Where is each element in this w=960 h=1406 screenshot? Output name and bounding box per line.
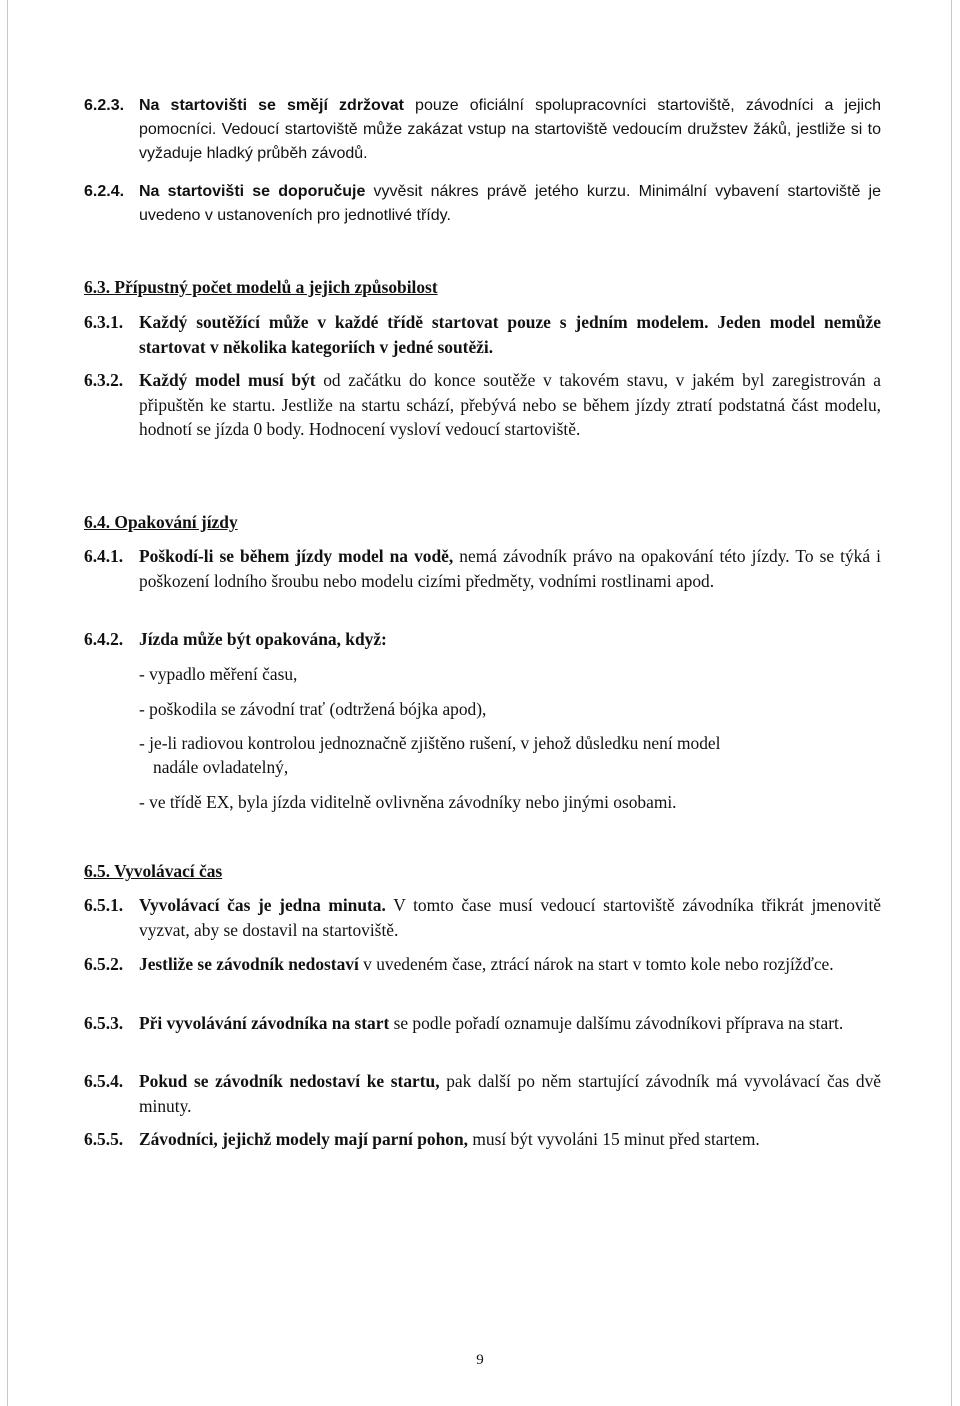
list-item [139, 731, 881, 779]
section-number: 6.5.1. [84, 895, 124, 915]
page-border-right [951, 0, 952, 1406]
section-6-5-2 [84, 952, 884, 977]
section-text: musí být vyvoláni 15 minut před startem. [468, 1129, 760, 1149]
section-bold-lead: Jízda může být opakována, když: [139, 629, 387, 649]
section-text: v uvedeném čase, ztrácí nárok na start v tomto kole nebo rozjížďce. [358, 954, 834, 974]
list-item-continuation: nadále ovladatelný, [153, 757, 289, 777]
section-body [139, 1069, 881, 1118]
section-body [139, 627, 881, 652]
section-number: 6.5.4. [84, 1071, 124, 1091]
section-number: 6.5.2. [84, 954, 124, 974]
section-body [139, 952, 881, 977]
heading-6-4: 6.4. Opakování jízdy [84, 512, 238, 532]
section-bold-lead: Závodníci, jejichž modely mají parní pohon, [139, 1129, 468, 1149]
section-number: 6.3.2. [84, 370, 124, 390]
section-body [139, 1011, 881, 1036]
section-bold-lead: Při vyvolávání závodníka na start [139, 1013, 390, 1033]
section-body [139, 368, 881, 442]
section-text: vyvěsit nákres právě jetého kurzu. Minimální vybavení startoviště je uvedeno v ustanoveních pro jednotlivé třídy. [139, 183, 881, 224]
section-6-5-3 [84, 1011, 884, 1036]
section-6-3-1 [84, 310, 884, 359]
heading-6-5: 6.5. Vyvolávací čas [84, 861, 223, 881]
section-body [139, 310, 881, 359]
section-number: 6.5.5. [84, 1129, 124, 1149]
section-6-5-1 [84, 893, 884, 942]
section-bold-lead: Pokud se závodník nedostaví ke startu, [139, 1071, 440, 1091]
section-text: pouze oficiální spolupracovníci startoviště, závodníci a jejich pomocníci. Vedoucí startoviště může zakázat vstup na startoviště vedoucím družstev žáků, jestliže si to vyžaduje hladký průběh závodů. [139, 97, 882, 162]
section-bold-lead: Každý soutěžící může v každé třídě startovat pouze s jedním modelem. Jeden model nemůže startovat v několika kategoriích v jedné soutěži. [139, 312, 881, 357]
section-6-2-3 [84, 94, 884, 166]
section-text: V tomto čase musí vedoucí startoviště závodníka třikrát jmenovitě vyzvat, aby se dostavil na startoviště. [139, 895, 881, 940]
section-6-2-4 [84, 180, 884, 228]
heading-6-3: 6.3. Přípustný počet modelů a jejich způsobilost [84, 277, 438, 297]
section-6-5-4 [84, 1069, 884, 1118]
section-bold-lead: Jestliže se závodník nedostaví [139, 954, 359, 974]
section-number: 6.5.3. [84, 1013, 124, 1033]
section-text: od začátku do konce soutěže v takovém stavu, v jakém byl zaregistrován a připuštěn ke startu. Jestliže na startu schází, přebývá nebo se během jízdy ztratí podstatná část modelu, hodnotí se jízda 0 body. Hodnocení vysloví vedoucí startoviště. [139, 370, 881, 439]
section-bold-lead: Poškodí-li se během jízdy model na vodě, [139, 546, 454, 566]
section-body [139, 94, 881, 166]
section-6-4-1 [84, 544, 884, 593]
section-text: nemá závodník právo na opakování této jízdy. To se týká i poškození lodního šroubu nebo modelu cizími předměty, vodními rostlinami apod. [139, 546, 881, 591]
page-number: 9 [476, 1352, 484, 1368]
section-number: 6.2.3. [84, 97, 125, 114]
section-6-4-2 [84, 627, 884, 652]
section-bold-lead: Na startovišti se smějí zdržovat [139, 97, 404, 114]
section-number: 6.2.4. [84, 183, 125, 200]
section-bold-lead: Každý model musí být [139, 370, 316, 390]
section-6-3-2 [84, 368, 884, 442]
section-number: 6.3.1. [84, 312, 124, 332]
section-body [139, 1127, 881, 1152]
list-item: - poškodila se závodní trať (odtržená bójka apod), [139, 699, 487, 719]
section-text: se podle pořadí oznamuje dalšímu závodníkovi přípravа na start. [389, 1013, 844, 1033]
section-bold-lead: Na startovišti se doporučuje [139, 183, 366, 200]
section-6-5-5 [84, 1127, 884, 1152]
list-item: - vypadlo měření času, [139, 664, 298, 684]
section-body [139, 180, 881, 228]
list-item-line: - je-li radiovou kontrolou jednoznačně zjištěno rušení, v jehož důsledku není model [139, 733, 721, 753]
section-number: 6.4.2. [84, 629, 124, 649]
section-number: 6.4.1. [84, 546, 124, 566]
list-item: - ve třídě EX, byla jízda viditelně ovlivněna závodníky nebo jinými osobami. [139, 792, 677, 812]
section-body [139, 544, 881, 593]
page-border-left [7, 0, 8, 1406]
section-body [139, 893, 881, 942]
section-text: pak další po něm startující závodník má vyvolávací čas dvě minuty. [139, 1071, 881, 1116]
section-bold-lead: Vyvolávací čas je jedna minuta. [139, 895, 386, 915]
